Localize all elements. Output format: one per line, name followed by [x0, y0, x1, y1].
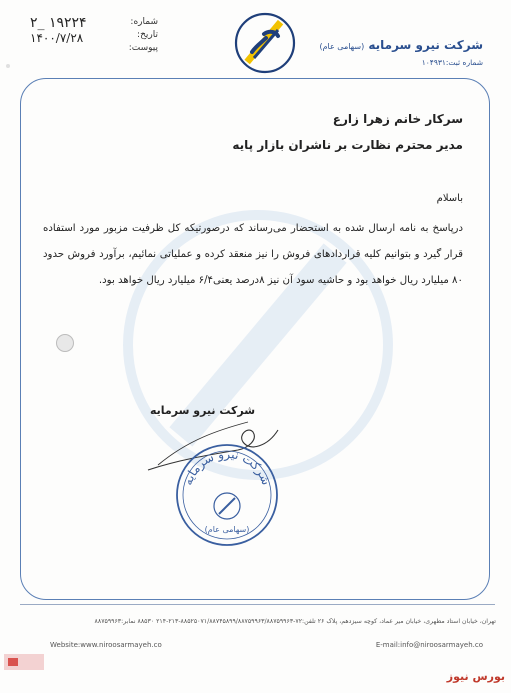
letter-body: درپاسخ به نامه ارسال شده به استحضار می‌رساند که درصورتیکه کل ظرفیت مزبور مورد استفاده قرار گیرد و بتوانیم کلیه قراردادهای فروش را نیز منعقد کرده و عملیاتی نمائیم، برآورد فروش حدود ۸۰ میلیارد ریال خواهد بود و حاشیه سود آن نیز ۸درصد یعنی۶/۴ میلیارد ریال خواهد بود. — [43, 223, 463, 286]
greeting: باسلام — [436, 193, 463, 204]
punch-dot — [6, 64, 10, 68]
punch-hole — [56, 334, 74, 352]
company-name: شرکت نیرو سرمایه — [368, 38, 483, 52]
footer-email: E-mail:info@niroosarmayeh.co — [375, 641, 483, 649]
attachment-label: پیوست: — [128, 43, 158, 53]
company-type: (سهامی عام) — [319, 42, 365, 51]
registration-number: شماره ثبت:۱۰۴۹۳۱ — [421, 58, 483, 67]
number-label: شماره: — [130, 17, 158, 27]
company-title — [319, 38, 483, 52]
header-meta-labels — [118, 16, 158, 55]
date-label: تاریخ: — [137, 30, 158, 40]
letter-number: ۲_ ۱۹۲۲۴ — [30, 15, 87, 31]
letter-date: ۱۴۰۰/۷/۲۸ — [30, 31, 84, 45]
recipient-title: مدیر محترم نظارت بر ناشران بازار پایه — [232, 138, 463, 152]
footer-website: Website:www.niroosarmayeh.co — [50, 641, 162, 649]
footer-divider — [20, 604, 495, 605]
footer-address: تهران، خیابان استاد مطهری، خیابان میر عماد، کوچه سیزدهم، پلاک ۲۶ تلفن:۷۲-۸۸۵۲۵۰۷۱/۸۸۷۴۵۸۹۹/۸۸۷۵۹۹۶۳/۸۸۷۵۹۹۶۳-۲۱۳-۲۱۴ ۸۸۵۳۰ نمابر:۸۸۷۵۹۹۶۳ — [94, 618, 496, 625]
signatory: شرکت نیرو سرمایه — [150, 404, 256, 417]
source-logo-icon — [4, 654, 44, 670]
svg-text:شرکت نیرو سرمایه — [181, 447, 274, 487]
seal-text: شرکت نیرو سرمایه — [180, 446, 274, 487]
recipient-name: سرکار خانم زهرا زارع — [332, 112, 463, 126]
company-seal-icon — [172, 440, 282, 550]
seal-subtext: (سهامی عام) — [204, 525, 250, 534]
source-watermark: بورس نیوز — [446, 670, 505, 683]
company-logo-icon — [234, 12, 296, 74]
header-meta-values — [30, 16, 118, 46]
